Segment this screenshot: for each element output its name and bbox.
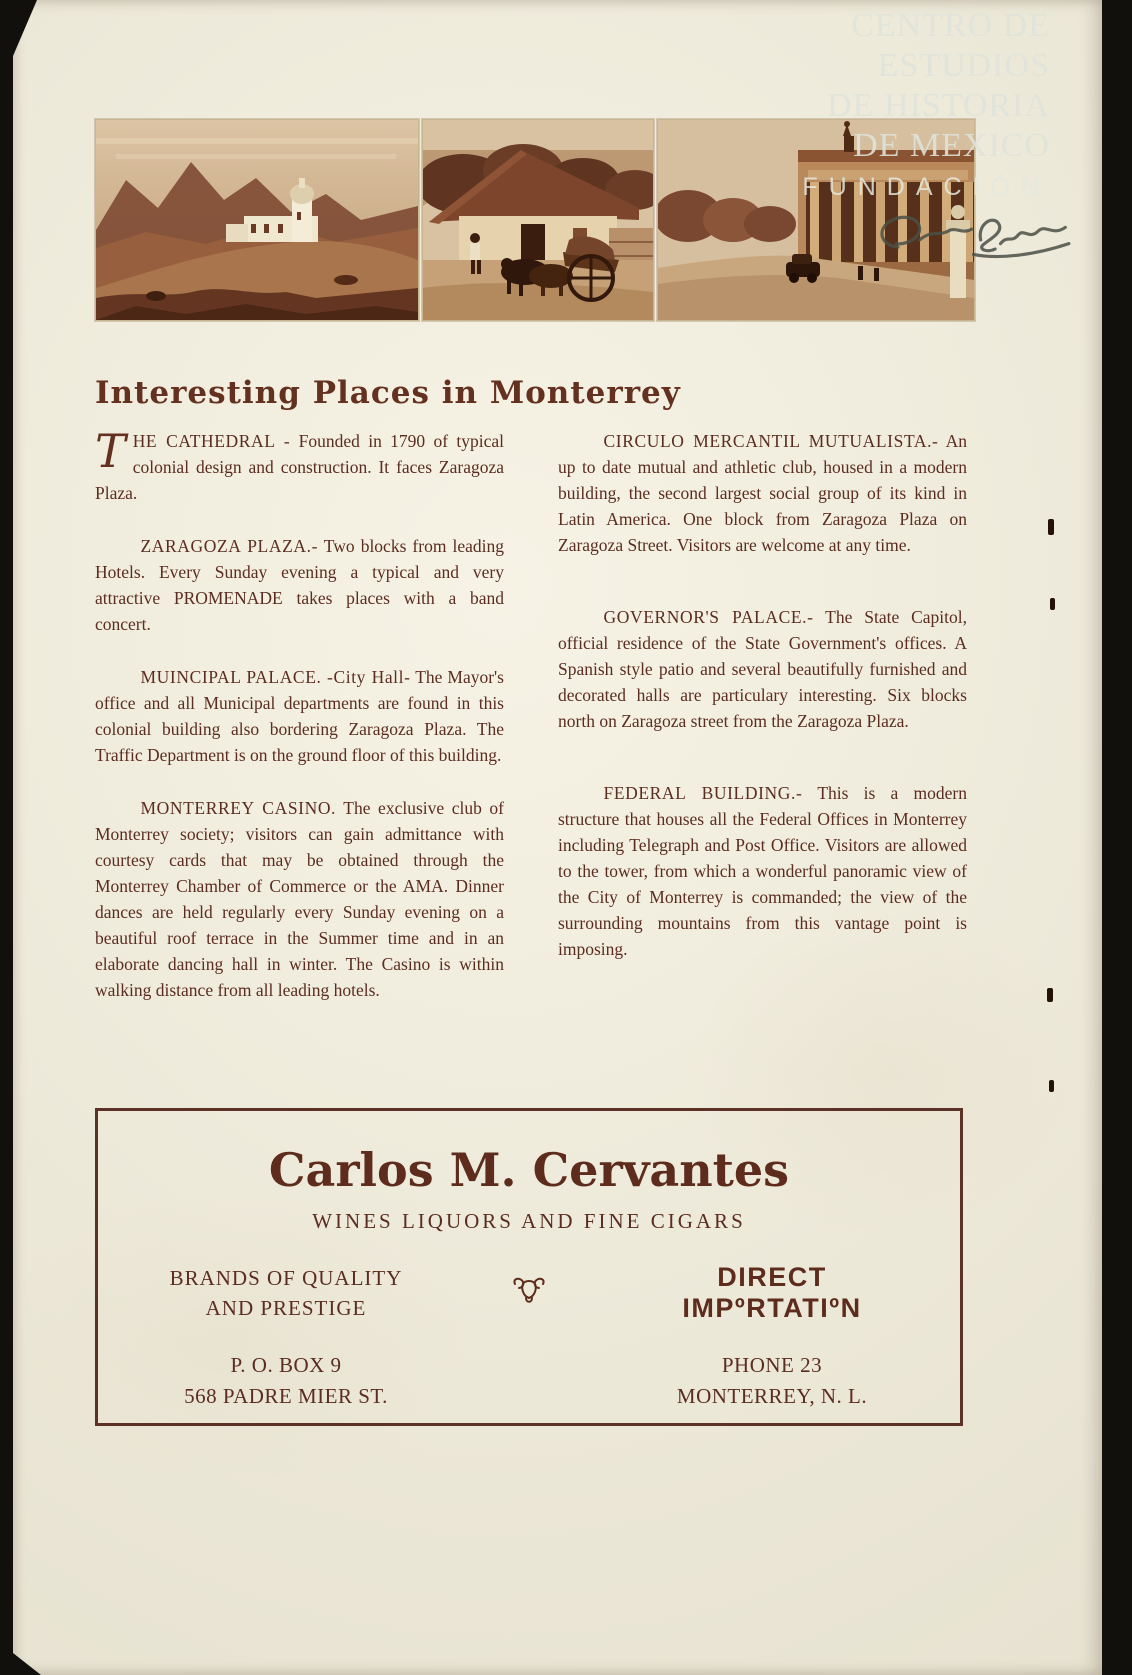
paragraph-heading: CIRCULO MERCANTIL MUTUALISTA.- <box>603 431 939 451</box>
archive-watermark <box>802 6 1050 281</box>
direct-line: IMPºRTATIºN <box>682 1293 862 1323</box>
paragraph-heading: HE CATHEDRAL - <box>132 431 291 451</box>
paragraph-body: Two blocks from leading Hotels. Every Sunday evening a typical and very attractive PROMENADE takes places with a band concert. <box>95 536 505 634</box>
paragraph-heading: GOVERNOR'S PALACE.- <box>603 607 814 627</box>
paragraph-heading: ZARAGOZA PLAZA.- <box>140 536 319 556</box>
advert-bottom-row <box>98 1350 960 1412</box>
paragraph-body: The Mayor's office and all Municipal departments are found in this colonial building also bordering Zaragoza Plaza. The Traffic Department is on the ground floor of this building. <box>95 667 504 765</box>
article-columns <box>95 424 968 1030</box>
paragraph-heading: MONTERREY CASINO. <box>140 798 337 818</box>
advert-direct-block <box>584 1262 960 1324</box>
paragraph-body: The State Capitol, official residence of the State Government's offices. A Spanish style patio and several beautifully furnished and decorated halls are particulary interesting. Six blocks north on Zaragoza street from the Zaragoza Plaza. <box>558 607 968 731</box>
scan-artifact <box>1047 988 1053 1002</box>
advert-address-block <box>98 1350 474 1412</box>
advert-contact-block <box>584 1350 960 1412</box>
photo-rural-oxcart <box>422 119 654 321</box>
advert-ornament <box>474 1275 584 1311</box>
article-paragraph <box>95 424 505 506</box>
paragraph-heading: FEDERAL BUILDING.- <box>603 783 803 803</box>
watermark-line: DE MEXICO <box>853 127 1050 164</box>
monogram-icon <box>511 1275 547 1311</box>
advert-middle-row <box>98 1262 960 1324</box>
article-paragraph <box>95 664 504 768</box>
article-paragraph <box>558 604 967 734</box>
right-column <box>558 428 967 1030</box>
article-paragraph <box>558 428 967 558</box>
city-line: MONTERREY, N. L. <box>676 1384 868 1408</box>
watermark-line: CENTRO DE <box>851 7 1050 44</box>
advertiser-name: Carlos M. Cervantes <box>268 1143 790 1197</box>
advert-tagline: WINES LIQUORS AND FINE CIGARS <box>312 1209 746 1233</box>
paragraph-body: An up to date mutual and athletic club, housed in a modern building, the second largest social group of its kind in Latin America. One block from Zaragoza Plaza on Zaragoza Street. Visitors are welcome at any time. <box>558 431 967 555</box>
direct-line: DIRECT <box>717 1262 827 1292</box>
drop-cap: T <box>95 424 126 478</box>
advert-spacer <box>474 1350 584 1412</box>
photo-cathedral-hill <box>95 119 419 321</box>
brands-line: BRANDS OF QUALITY <box>169 1266 403 1290</box>
scan-corner-shadow-bottom <box>13 1653 41 1675</box>
paragraph-body: The exclusive club of Monterrey society; visitors can gain admittance with courtesy cards that may be obtained through the Monterrey Chamber of Commerce or the AMA. Dinner dances are held regularly every Sunday evening on a beautiful roof terrace in the Summer time and in an elaborate dancing hall in winter. The Casino is within walking distance from all leading hotels. <box>95 798 504 1000</box>
watermark-line: ESTUDIOS <box>877 47 1050 84</box>
watermark-line: DE HISTORIA <box>827 87 1050 124</box>
scan-corner-shadow-top <box>13 0 37 56</box>
page-title: Interesting Places in Monterrey <box>95 374 681 411</box>
paragraph-body: Founded in 1790 of typical colonial design and construction. It faces Zaragoza Plaza. <box>95 431 505 503</box>
paragraph-body: This is a modern structure that houses all the Federal Offices in Monterrey including Telegraph and Post Office. Visitors are allowed to the tower, from which a wonderful panoramic view of the City of Monterrey is commanded; the view of the surrounding mountains from this vantage point is imposing. <box>558 783 967 959</box>
article-paragraph <box>95 795 504 1003</box>
left-column <box>95 424 505 1030</box>
street-address: 568 PADRE MIER ST. <box>184 1384 388 1408</box>
advert-brands-block <box>98 1263 474 1323</box>
phone-number: PHONE 23 <box>721 1353 823 1377</box>
brands-line: AND PRESTIGE <box>205 1296 367 1320</box>
watermark-foundation: FUNDACIÓN <box>802 173 1050 201</box>
scan-artifact <box>1049 1080 1054 1092</box>
article-paragraph <box>558 780 967 962</box>
signature-icon <box>854 204 1084 276</box>
scan-artifact <box>1048 519 1054 535</box>
po-box: P. O. BOX 9 <box>230 1353 342 1377</box>
paragraph-heading: MUINCIPAL PALACE. -City Hall- <box>140 667 411 687</box>
advertisement-box <box>95 1108 963 1426</box>
scan-artifact <box>1050 598 1055 610</box>
article-paragraph <box>95 533 504 637</box>
